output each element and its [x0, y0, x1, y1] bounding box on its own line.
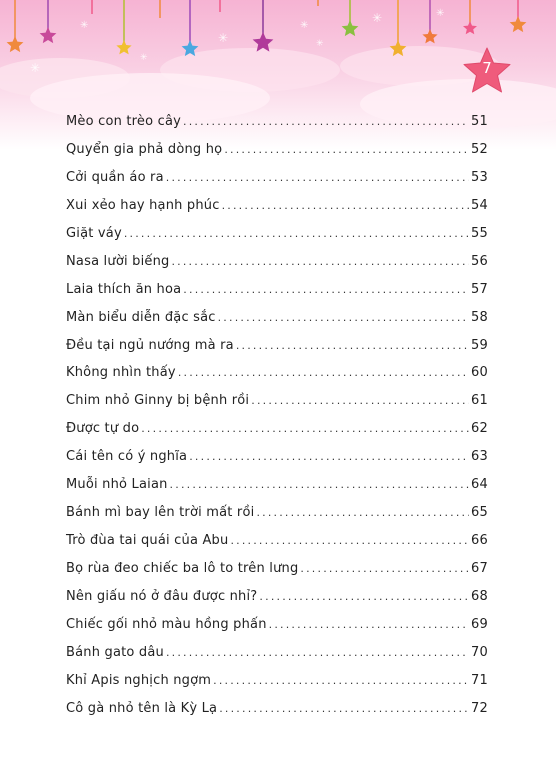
toc-entry-title: Không nhìn thấy: [66, 365, 176, 381]
toc-entry-page: 63: [471, 449, 488, 465]
toc-entry-title: Màn biểu diễn đặc sắc: [66, 309, 216, 325]
toc-entry-page: 60: [471, 365, 488, 381]
toc-entry-title: Xui xẻo hay hạnh phúc: [66, 197, 220, 213]
toc-entry-title: Cô gà nhỏ tên là Kỳ Lạ: [66, 700, 218, 716]
toc-entry: [66, 254, 488, 282]
toc-entry: [66, 505, 488, 533]
toc-entry-title: Cởi quần áo ra: [66, 169, 164, 185]
toc-dot-leader: [218, 311, 469, 324]
svg-text:✳: ✳: [218, 31, 229, 45]
toc-entry: [66, 338, 488, 366]
toc-entry-title: Bọ rùa đeo chiếc ba lô to trên lưng: [66, 561, 299, 576]
toc-entry: [66, 365, 488, 393]
toc-entry-title: Chiếc gối nhỏ màu hồng phấn: [66, 616, 267, 632]
toc-entry: [66, 282, 488, 310]
toc-dot-leader: [236, 339, 469, 352]
toc-entry-page: 55: [471, 225, 488, 241]
toc-dot-leader: [124, 227, 469, 240]
toc-dot-leader: [219, 702, 469, 715]
toc-entry-title: Chim nhỏ Ginny bị bệnh rồi: [66, 393, 250, 409]
toc-dot-leader: [251, 394, 469, 407]
toc-entry-title: Muỗi nhỏ Laian: [66, 477, 168, 493]
toc-entry-page: 68: [471, 588, 488, 604]
toc-entry-page: 71: [471, 672, 488, 688]
toc-entry: [66, 589, 488, 617]
toc-entry-title: Được tự do: [66, 421, 140, 437]
toc-entry-title: Nasa lười biếng: [66, 253, 170, 269]
toc-entry-title: Cái tên có ý nghĩa: [66, 449, 188, 465]
toc-dot-leader: [213, 674, 469, 687]
toc-entry-page: 65: [471, 505, 488, 521]
toc-entry-page: 51: [471, 114, 488, 129]
toc-dot-leader: [141, 422, 469, 435]
toc-entry-title: Trò đùa tai quái của Abu: [66, 533, 229, 549]
toc-entry: [66, 701, 488, 729]
toc-entry-page: 62: [471, 421, 488, 437]
svg-text:✳: ✳: [316, 39, 324, 49]
toc-entry: [66, 617, 488, 645]
toc-entry-page: 61: [471, 393, 488, 409]
toc-entry-page: 52: [471, 141, 488, 157]
page-number-badge: [462, 46, 512, 96]
toc-dot-leader: [183, 115, 469, 128]
toc-entry-page: 58: [471, 309, 488, 325]
toc-entry: [66, 393, 488, 421]
toc-entry: [66, 142, 488, 170]
toc-dot-leader: [259, 590, 469, 603]
toc-entry-page: 57: [471, 281, 488, 297]
toc-entry-page: 72: [471, 700, 488, 716]
toc-entry-title: Laia thích ăn hoa: [66, 281, 182, 297]
toc-entry: [66, 114, 488, 142]
toc-entry: [66, 561, 488, 589]
toc-entry: [66, 226, 488, 254]
toc-entry-title: Giặt váy: [66, 225, 122, 241]
toc-entry-page: 54: [471, 197, 488, 213]
toc-dot-leader: [171, 255, 469, 268]
svg-text:✳: ✳: [140, 53, 148, 63]
table-of-contents: [66, 114, 488, 729]
toc-entry: [66, 310, 488, 338]
toc-entry-title: Khỉ Apis nghịch ngợm: [66, 672, 212, 688]
toc-entry-page: 69: [471, 616, 488, 632]
toc-entry-title: Bánh mì bay lên trời mất rồi: [66, 505, 255, 521]
toc-entry-title: Quyển gia phả dòng họ: [66, 141, 223, 157]
toc-dot-leader: [166, 646, 469, 659]
svg-text:✳: ✳: [436, 8, 445, 19]
svg-text:✳: ✳: [80, 20, 89, 31]
toc-dot-leader: [222, 199, 469, 212]
toc-entry-title: Nên giấu nó ở đâu được nhỉ?: [66, 588, 258, 604]
svg-text:✳: ✳: [30, 61, 41, 75]
toc-dot-leader: [178, 366, 469, 379]
toc-entry: [66, 645, 488, 673]
toc-entry-title: Mèo con trèo cây: [66, 114, 182, 129]
toc-entry: [66, 477, 488, 505]
toc-dot-leader: [183, 283, 469, 296]
toc-dot-leader: [256, 506, 469, 519]
toc-dot-leader: [224, 143, 469, 156]
toc-dot-leader: [189, 450, 469, 463]
svg-text:✳: ✳: [300, 20, 309, 31]
toc-entry-page: 67: [471, 561, 488, 576]
page-number: 7: [482, 59, 492, 77]
toc-entry-page: 66: [471, 533, 488, 549]
toc-entry-page: 53: [471, 169, 488, 185]
toc-entry-page: 64: [471, 477, 488, 493]
toc-dot-leader: [300, 562, 469, 575]
toc-entry: [66, 449, 488, 477]
toc-dot-leader: [269, 618, 469, 631]
toc-entry-page: 70: [471, 644, 488, 660]
toc-dot-leader: [230, 534, 469, 547]
toc-entry-page: 59: [471, 337, 488, 353]
toc-dot-leader: [166, 171, 469, 184]
toc-entry-page: 56: [471, 253, 488, 269]
toc-entry-title: Bánh gato dâu: [66, 644, 164, 660]
toc-entry: [66, 673, 488, 701]
toc-entry: [66, 421, 488, 449]
toc-dot-leader: [170, 478, 470, 491]
toc-entry: [66, 198, 488, 226]
toc-entry-title: Đều tại ngủ nướng mà ra: [66, 337, 234, 353]
toc-entry: [66, 533, 488, 561]
toc-entry: [66, 170, 488, 198]
svg-text:✳: ✳: [372, 11, 383, 25]
